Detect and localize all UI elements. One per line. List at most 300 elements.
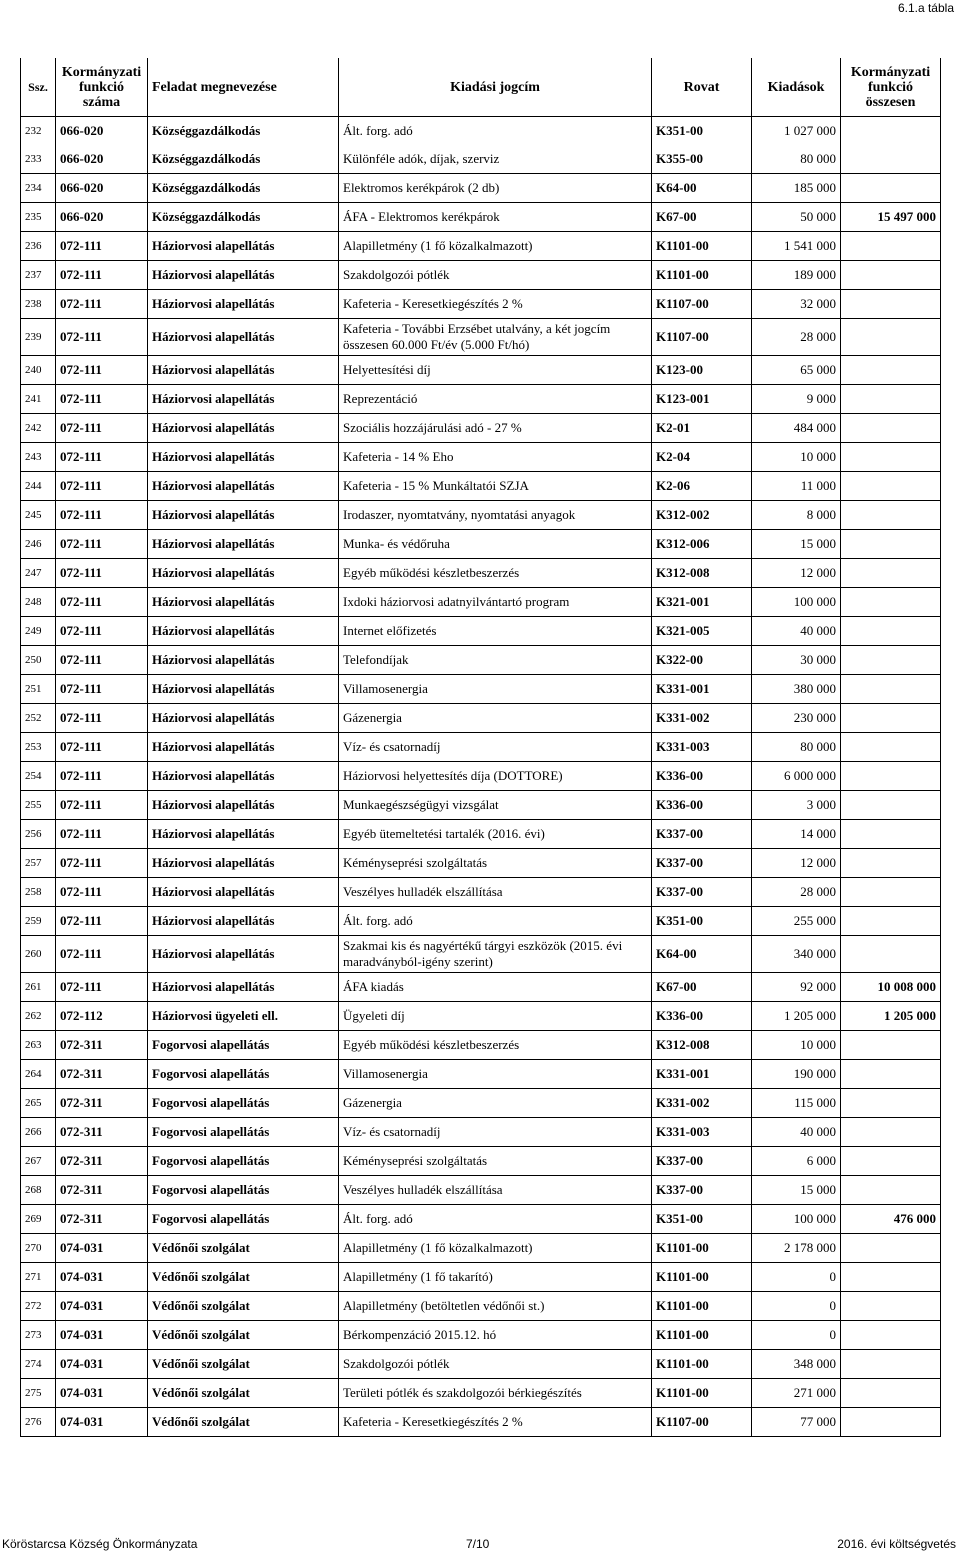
table-row [21, 232, 941, 261]
task-name: Háziorvosi alapellátás [148, 414, 339, 443]
task-name: Háziorvosi alapellátás [148, 290, 339, 319]
table-row [21, 472, 941, 501]
row-number: 257 [21, 849, 56, 878]
row-number: 273 [21, 1321, 56, 1350]
expense-amount: 65 000 [752, 356, 841, 385]
row-number: 272 [21, 1292, 56, 1321]
expense-amount: 9 000 [752, 385, 841, 414]
expense-amount: 271 000 [752, 1379, 841, 1408]
table-body [21, 117, 941, 1437]
expense-title: Telefondíjak [339, 646, 652, 675]
function-number: 072-111 [56, 232, 148, 261]
function-total [841, 174, 941, 203]
function-total [841, 1263, 941, 1292]
table-row [21, 1089, 941, 1118]
task-name: Háziorvosi alapellátás [148, 791, 339, 820]
expense-amount: 12 000 [752, 559, 841, 588]
task-name: Védőnői szolgálat [148, 1321, 339, 1350]
task-name: Fogorvosi alapellátás [148, 1031, 339, 1060]
function-total [841, 791, 941, 820]
function-total [841, 617, 941, 646]
expense-title: Szakdolgozói pótlék [339, 1350, 652, 1379]
function-total [841, 319, 941, 356]
function-number: 072-311 [56, 1147, 148, 1176]
header-function-total: Kormányzati funkció összesen [841, 58, 941, 117]
table-row [21, 1292, 941, 1321]
rovat-code: K321-001 [652, 588, 752, 617]
expense-amount: 100 000 [752, 1205, 841, 1234]
rovat-code: K312-006 [652, 530, 752, 559]
function-number: 072-111 [56, 443, 148, 472]
function-total [841, 646, 941, 675]
table-row [21, 1176, 941, 1205]
rovat-code: K64-00 [652, 936, 752, 973]
function-total: 10 008 000 [841, 973, 941, 1002]
expense-title: Gázenergia [339, 1089, 652, 1118]
function-total: 1 205 000 [841, 1002, 941, 1031]
expense-amount: 189 000 [752, 261, 841, 290]
expense-title: Háziorvosi helyettesítés díja (DOTTORE) [339, 762, 652, 791]
rovat-code: K337-00 [652, 849, 752, 878]
table-row [21, 1321, 941, 1350]
rovat-code: K2-01 [652, 414, 752, 443]
table-row [21, 762, 941, 791]
function-number: 066-020 [56, 117, 148, 146]
function-total [841, 1089, 941, 1118]
function-total [841, 117, 941, 146]
expense-amount: 15 000 [752, 1176, 841, 1205]
row-number: 244 [21, 472, 56, 501]
expense-title: Reprezentáció [339, 385, 652, 414]
table-row [21, 588, 941, 617]
task-name: Védőnői szolgálat [148, 1408, 339, 1437]
function-total [841, 1031, 941, 1060]
function-total: 15 497 000 [841, 203, 941, 232]
expense-amount: 80 000 [752, 733, 841, 762]
expense-title: Víz- és csatornadíj [339, 1118, 652, 1147]
expense-title: Munkaegészségügyi vizsgálat [339, 791, 652, 820]
row-number: 259 [21, 907, 56, 936]
expense-title: Alapilletmény (1 fő közalkalmazott) [339, 232, 652, 261]
rovat-code: K336-00 [652, 791, 752, 820]
function-total [841, 1118, 941, 1147]
table-row [21, 1147, 941, 1176]
expense-amount: 1 027 000 [752, 117, 841, 146]
function-number: 072-111 [56, 820, 148, 849]
footer-budget-year: 2016. évi költségvetés [837, 1537, 956, 1551]
function-number: 072-111 [56, 878, 148, 907]
function-number: 074-031 [56, 1234, 148, 1263]
rovat-code: K1101-00 [652, 1321, 752, 1350]
rovat-code: K1101-00 [652, 261, 752, 290]
row-number: 232 [21, 117, 56, 146]
expense-title: Bérkompenzáció 2015.12. hó [339, 1321, 652, 1350]
expense-title: Ixdoki háziorvosi adatnyilvántartó program [339, 588, 652, 617]
function-total: 476 000 [841, 1205, 941, 1234]
task-name: Háziorvosi alapellátás [148, 878, 339, 907]
expense-amount: 10 000 [752, 1031, 841, 1060]
expense-amount: 2 178 000 [752, 1234, 841, 1263]
task-name: Háziorvosi alapellátás [148, 936, 339, 973]
row-number: 235 [21, 203, 56, 232]
expense-title: Víz- és csatornadíj [339, 733, 652, 762]
expense-title: Szakmai kis és nagyértékű tárgyi eszközök (2015. évi maradványból-igény szerint) [339, 936, 652, 973]
table-row [21, 414, 941, 443]
header-expenses: Kiadások [752, 58, 841, 117]
rovat-code: K67-00 [652, 973, 752, 1002]
table-row [21, 1350, 941, 1379]
expense-amount: 0 [752, 1292, 841, 1321]
row-number: 266 [21, 1118, 56, 1147]
function-number: 072-111 [56, 356, 148, 385]
row-number: 246 [21, 530, 56, 559]
task-name: Háziorvosi alapellátás [148, 472, 339, 501]
rovat-code: K123-001 [652, 385, 752, 414]
expense-amount: 32 000 [752, 290, 841, 319]
expense-amount: 92 000 [752, 973, 841, 1002]
expense-title: Veszélyes hulladék elszállítása [339, 1176, 652, 1205]
expense-amount: 1 541 000 [752, 232, 841, 261]
rovat-code: K337-00 [652, 1176, 752, 1205]
table-row [21, 1060, 941, 1089]
rovat-code: K1101-00 [652, 1234, 752, 1263]
expense-title: Alapilletmény (1 fő közalkalmazott) [339, 1234, 652, 1263]
function-number: 072-111 [56, 675, 148, 704]
expense-title: Egyéb ütemeltetési tartalék (2016. évi) [339, 820, 652, 849]
expense-title: Gázenergia [339, 704, 652, 733]
function-total [841, 145, 941, 174]
expense-amount: 50 000 [752, 203, 841, 232]
header-ssz: Ssz. [21, 58, 56, 117]
expense-amount: 185 000 [752, 174, 841, 203]
function-number: 072-311 [56, 1118, 148, 1147]
expense-amount: 340 000 [752, 936, 841, 973]
table-row [21, 973, 941, 1002]
expense-amount: 11 000 [752, 472, 841, 501]
table-row [21, 174, 941, 203]
header-expense-title: Kiadási jogcím [339, 58, 652, 117]
task-name: Fogorvosi alapellátás [148, 1118, 339, 1147]
task-name: Háziorvosi alapellátás [148, 617, 339, 646]
function-total [841, 936, 941, 973]
expense-amount: 6 000 [752, 1147, 841, 1176]
task-name: Községgazdálkodás [148, 203, 339, 232]
function-number: 072-111 [56, 973, 148, 1002]
expense-title: Ált. forg. adó [339, 1205, 652, 1234]
row-number: 255 [21, 791, 56, 820]
table-row [21, 1118, 941, 1147]
expense-amount: 8 000 [752, 501, 841, 530]
expense-amount: 348 000 [752, 1350, 841, 1379]
row-number: 234 [21, 174, 56, 203]
function-total [841, 443, 941, 472]
function-number: 074-031 [56, 1379, 148, 1408]
expense-title: Különféle adók, díjak, szerviz [339, 145, 652, 174]
rovat-code: K331-002 [652, 1089, 752, 1118]
function-total [841, 385, 941, 414]
table-row [21, 290, 941, 319]
task-name: Védőnői szolgálat [148, 1234, 339, 1263]
header-row [21, 58, 941, 117]
rovat-code: K331-001 [652, 1060, 752, 1089]
expense-title: Internet előfizetés [339, 617, 652, 646]
rovat-code: K322-00 [652, 646, 752, 675]
row-number: 243 [21, 443, 56, 472]
task-name: Védőnői szolgálat [148, 1263, 339, 1292]
expense-amount: 190 000 [752, 1060, 841, 1089]
rovat-code: K321-005 [652, 617, 752, 646]
expense-amount: 230 000 [752, 704, 841, 733]
row-number: 256 [21, 820, 56, 849]
table-row [21, 1205, 941, 1234]
table-row [21, 145, 941, 174]
row-number: 238 [21, 290, 56, 319]
expense-title: Alapilletmény (betöltetlen védőnői st.) [339, 1292, 652, 1321]
task-name: Háziorvosi alapellátás [148, 704, 339, 733]
task-name: Háziorvosi alapellátás [148, 733, 339, 762]
rovat-code: K331-002 [652, 704, 752, 733]
row-number: 239 [21, 319, 56, 356]
task-name: Háziorvosi alapellátás [148, 762, 339, 791]
rovat-code: K123-00 [652, 356, 752, 385]
table-number-label: 6.1.a tábla [897, 1, 954, 15]
function-number: 072-111 [56, 559, 148, 588]
table-row [21, 385, 941, 414]
expense-title: Munka- és védőruha [339, 530, 652, 559]
rovat-code: K1101-00 [652, 1263, 752, 1292]
function-number: 072-111 [56, 907, 148, 936]
row-number: 262 [21, 1002, 56, 1031]
expense-title: Egyéb működési készletbeszerzés [339, 1031, 652, 1060]
function-total [841, 1292, 941, 1321]
expense-amount: 14 000 [752, 820, 841, 849]
function-total [841, 907, 941, 936]
function-total [841, 1234, 941, 1263]
function-total [841, 704, 941, 733]
expense-title: Helyettesítési díj [339, 356, 652, 385]
function-number: 072-111 [56, 762, 148, 791]
row-number: 264 [21, 1060, 56, 1089]
expense-title: Kafeteria - Keresetkiegészítés 2 % [339, 1408, 652, 1437]
expense-title: Területi pótlék és szakdolgozói bérkiegészítés [339, 1379, 652, 1408]
task-name: Háziorvosi alapellátás [148, 675, 339, 704]
expense-title: Kéményseprési szolgáltatás [339, 849, 652, 878]
rovat-code: K1107-00 [652, 319, 752, 356]
rovat-code: K355-00 [652, 145, 752, 174]
expense-amount: 28 000 [752, 878, 841, 907]
table-row [21, 907, 941, 936]
function-total [841, 530, 941, 559]
rovat-code: K331-003 [652, 733, 752, 762]
expense-title: Szakdolgozói pótlék [339, 261, 652, 290]
expense-title: Kafeteria - 15 % Munkáltatói SZJA [339, 472, 652, 501]
function-number: 072-111 [56, 290, 148, 319]
expense-title: Kéményseprési szolgáltatás [339, 1147, 652, 1176]
rovat-code: K2-04 [652, 443, 752, 472]
function-number: 072-311 [56, 1176, 148, 1205]
function-number: 072-311 [56, 1060, 148, 1089]
expense-amount: 10 000 [752, 443, 841, 472]
function-number: 072-111 [56, 319, 148, 356]
task-name: Fogorvosi alapellátás [148, 1089, 339, 1118]
rovat-code: K312-008 [652, 1031, 752, 1060]
expense-amount: 12 000 [752, 849, 841, 878]
row-number: 263 [21, 1031, 56, 1060]
rovat-code: K312-002 [652, 501, 752, 530]
rovat-code: K337-00 [652, 1147, 752, 1176]
function-total [841, 820, 941, 849]
function-number: 074-031 [56, 1321, 148, 1350]
table-row [21, 1002, 941, 1031]
function-number: 066-020 [56, 174, 148, 203]
function-total [841, 588, 941, 617]
function-number: 072-111 [56, 704, 148, 733]
task-name: Háziorvosi alapellátás [148, 588, 339, 617]
table-row [21, 559, 941, 588]
expense-title: Kafeteria - Keresetkiegészítés 2 % [339, 290, 652, 319]
function-number: 066-020 [56, 145, 148, 174]
expense-title: Irodaszer, nyomtatvány, nyomtatási anyagok [339, 501, 652, 530]
table-row [21, 501, 941, 530]
task-name: Fogorvosi alapellátás [148, 1060, 339, 1089]
function-total [841, 261, 941, 290]
expense-amount: 80 000 [752, 145, 841, 174]
rovat-code: K336-00 [652, 762, 752, 791]
table-row [21, 443, 941, 472]
expense-title: Elektromos kerékpárok (2 db) [339, 174, 652, 203]
function-total [841, 849, 941, 878]
task-name: Háziorvosi alapellátás [148, 443, 339, 472]
function-total [841, 232, 941, 261]
rovat-code: K1101-00 [652, 1350, 752, 1379]
function-total [841, 501, 941, 530]
expense-amount: 484 000 [752, 414, 841, 443]
table-row [21, 878, 941, 907]
task-name: Háziorvosi alapellátás [148, 385, 339, 414]
function-number: 072-111 [56, 617, 148, 646]
footer-municipality: Köröstarcsa Község Önkormányzata [2, 1537, 198, 1551]
expense-title: Ált. forg. adó [339, 907, 652, 936]
table-row [21, 530, 941, 559]
row-number: 252 [21, 704, 56, 733]
function-number: 072-311 [56, 1089, 148, 1118]
task-name: Védőnői szolgálat [148, 1292, 339, 1321]
function-total [841, 762, 941, 791]
function-number: 072-111 [56, 588, 148, 617]
function-total [841, 878, 941, 907]
function-number: 072-111 [56, 501, 148, 530]
rovat-code: K1107-00 [652, 290, 752, 319]
expense-amount: 40 000 [752, 617, 841, 646]
header-function-number: Kormányzati funkció száma [56, 58, 148, 117]
function-total [841, 559, 941, 588]
rovat-code: K1101-00 [652, 1292, 752, 1321]
row-number: 242 [21, 414, 56, 443]
function-number: 072-111 [56, 791, 148, 820]
row-number: 241 [21, 385, 56, 414]
function-number: 072-311 [56, 1205, 148, 1234]
expense-amount: 115 000 [752, 1089, 841, 1118]
header-rovat: Rovat [652, 58, 752, 117]
function-number: 072-111 [56, 530, 148, 559]
expense-amount: 6 000 000 [752, 762, 841, 791]
function-number: 072-112 [56, 1002, 148, 1031]
row-number: 233 [21, 145, 56, 174]
rovat-code: K351-00 [652, 907, 752, 936]
task-name: Fogorvosi alapellátás [148, 1176, 339, 1205]
rovat-code: K1101-00 [652, 1379, 752, 1408]
row-number: 271 [21, 1263, 56, 1292]
function-number: 072-311 [56, 1031, 148, 1060]
task-name: Háziorvosi alapellátás [148, 559, 339, 588]
task-name: Háziorvosi alapellátás [148, 356, 339, 385]
table-row [21, 646, 941, 675]
function-number: 072-111 [56, 733, 148, 762]
table-row [21, 1031, 941, 1060]
task-name: Háziorvosi alapellátás [148, 646, 339, 675]
row-number: 258 [21, 878, 56, 907]
row-number: 267 [21, 1147, 56, 1176]
expense-title: Veszélyes hulladék elszállítása [339, 878, 652, 907]
expense-title: Kafeteria - További Erzsébet utalvány, a két jogcím összesen 60.000 Ft/év (5.000 Ft/hó) [339, 319, 652, 356]
expense-amount: 380 000 [752, 675, 841, 704]
expense-amount: 15 000 [752, 530, 841, 559]
row-number: 276 [21, 1408, 56, 1437]
row-number: 269 [21, 1205, 56, 1234]
table-row [21, 936, 941, 973]
function-total [841, 1147, 941, 1176]
table-row [21, 733, 941, 762]
row-number: 261 [21, 973, 56, 1002]
function-total [841, 290, 941, 319]
row-number: 249 [21, 617, 56, 646]
rovat-code: K337-00 [652, 878, 752, 907]
expense-amount: 77 000 [752, 1408, 841, 1437]
function-number: 066-020 [56, 203, 148, 232]
function-number: 072-111 [56, 414, 148, 443]
rovat-code: K1107-00 [652, 1408, 752, 1437]
expense-amount: 255 000 [752, 907, 841, 936]
function-number: 074-031 [56, 1350, 148, 1379]
expense-title: Alapilletmény (1 fő takarító) [339, 1263, 652, 1292]
function-total [841, 1321, 941, 1350]
table-row [21, 704, 941, 733]
table-row [21, 261, 941, 290]
table-row [21, 1234, 941, 1263]
task-name: Háziorvosi alapellátás [148, 530, 339, 559]
rovat-code: K337-00 [652, 820, 752, 849]
function-number: 074-031 [56, 1408, 148, 1437]
rovat-code: K64-00 [652, 174, 752, 203]
expense-title: ÁFA kiadás [339, 973, 652, 1002]
expense-amount: 28 000 [752, 319, 841, 356]
rovat-code: K312-008 [652, 559, 752, 588]
expense-amount: 40 000 [752, 1118, 841, 1147]
row-number: 237 [21, 261, 56, 290]
task-name: Háziorvosi ügyeleti ell. [148, 1002, 339, 1031]
expense-amount: 0 [752, 1321, 841, 1350]
function-number: 072-111 [56, 472, 148, 501]
table-row [21, 617, 941, 646]
table-row [21, 1408, 941, 1437]
function-total [841, 1350, 941, 1379]
row-number: 270 [21, 1234, 56, 1263]
expense-title: Villamosenergia [339, 675, 652, 704]
row-number: 253 [21, 733, 56, 762]
row-number: 245 [21, 501, 56, 530]
function-number: 072-111 [56, 261, 148, 290]
function-total [841, 356, 941, 385]
